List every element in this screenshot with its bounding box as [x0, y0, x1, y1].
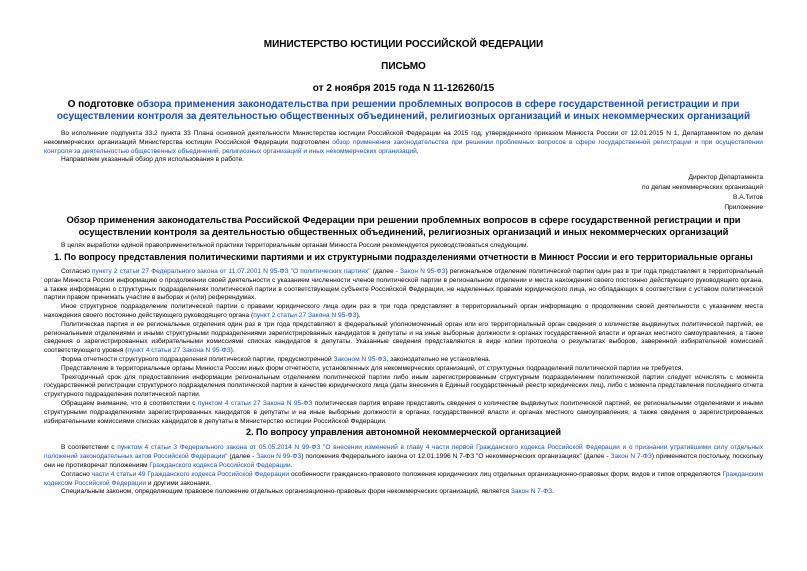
law95-short-link[interactable]: Закон N 95-ФЗ	[400, 267, 446, 275]
document-type: ПИСЬМО	[381, 61, 426, 72]
law95-link[interactable]: пункту 2 статьи 27 Федерального закона от 11.07.2001 N 95-ФЗ "О политических партиях"	[91, 267, 371, 275]
section1-paragraph-5: Представление в территориальные органы Минюста России иных форм отчетности, установленных для некоммерческих организаций, от структурных подразделений политической партии не требуется.	[61, 364, 684, 372]
section2-heading: 2. По вопросу управления автономной некоммерческой организацией	[245, 427, 562, 438]
review-intro: В целях выработки единой правоприменительной практики территориальным органам Минюста России рекомендуется руководствоваться следующим.	[61, 242, 529, 250]
law99-short-link[interactable]: Закон N 99-ФЗ	[256, 453, 302, 461]
section1-paragraph-3: Политическая партия и ее региональные отделения один раз в три года представляют в федеральный уполномоченный орган или его территориальный орган сведения о количестве выдвинутых политической партией, ее региональными отделениями и иными структурными подразделениями зарегистрированных кандидатов в депутаты и на иные выборные должности в органах государственной власти и органах местного самоуправления, а также сведения о зарегистрированных избирательными комиссиями списках кандидатов в депутаты. Указанные сведения представляются в виде копии протокола о результатах выборов, заверенной избирательной комиссией соответствующего уровня (пункт 4 статьи 27 Закона N 95-ФЗ).	[44, 320, 763, 355]
civil-code-art49-link[interactable]: части 4 статьи 49 Гражданского кодекса Российской Федерации	[91, 470, 290, 478]
appendix-label: Приложение	[724, 204, 763, 212]
signature-block	[44, 173, 763, 213]
section2-paragraph-3: Специальным законом, определяющим правовое положение отдельных организационно-правовых форм некоммерческих организаций, является Закон N 7-ФЗ.	[61, 488, 554, 496]
civil-code-link-2[interactable]: Гражданским кодексом Российской Федерации	[44, 470, 763, 487]
law95-art27-p4-link-2[interactable]: пунктом 4 статьи 27 Закона N 95-ФЗ	[197, 399, 313, 407]
civil-code-link[interactable]: Гражданского кодекса Российской Федерации	[149, 461, 291, 469]
law95-art27-p2-link[interactable]: пункт 2 статьи 27 Закона N 95-ФЗ	[253, 311, 357, 319]
section1-paragraph-4: Форма отчетности структурного подразделения политической партии, предусмотренной Законом N 95-ФЗ, законодательно не установлена.	[61, 355, 491, 363]
law99-link[interactable]: пунктом 4 статьи 3 Федерального закона от 05.05.2014 N 99-ФЗ "О внесении изменений в главу 4 части первой Гражданского кодекса Российской Федерации и о признании утратившими силу отдельных положений законодательных актов Российской Федерации"	[44, 444, 763, 461]
ministry-title: МИНИСТЕРСТВО ЮСТИЦИИ РОССИЙСКОЙ ФЕДЕРАЦИИ	[263, 39, 544, 50]
subject-link[interactable]: обзора применения законодательства при решении проблемных вопросов в сфере государственной регистрации и при осуществлении контроля за деятельностью общественных объединений, религиозных организаций и иных некоммерческих организаций	[56, 99, 751, 122]
document-subject: О подготовке обзора применения законодательства при решении проблемных вопросов в сфере государственной регистрации и при осуществлении контроля за деятельностью общественных объединений, религиозных организаций и иных некоммерческих организаций	[56, 99, 751, 122]
review-title: Обзор применения законодательства Российской Федерации при решении проблемных вопросов в сфере государственной регистрации и при осуществлении контроля за деятельностью общественных объединений, религиозных организаций и иных некоммерческих организаций	[66, 214, 741, 238]
law95-art27-p4-link[interactable]: пункт 4 статьи 27 Закона N 95-ФЗ	[127, 347, 231, 355]
law7-short-link[interactable]: Закон N 7-ФЗ	[610, 453, 652, 461]
document-date-number: от 2 ноября 2015 года N 11-126260/15	[312, 83, 495, 94]
section1-heading: 1. По вопросу представления политическими партиями и их структурными подразделениями отчетности в Минюст России и его территориальные органы	[54, 251, 753, 262]
intro-paragraph-2: Направляем указанный обзор для использования в работе.	[61, 156, 245, 164]
law7-link[interactable]: Закон N 7-ФЗ	[510, 488, 553, 496]
law95-link-2[interactable]: Законом N 95-ФЗ	[333, 355, 387, 363]
section1-paragraph-6: Трехгодичный срок для предоставления информации региональным отделением политической партии либо иным зарегистрированным структурным подразделением политической партии следует исчислять с момента государственной регистрации структурного подразделения политической партии в качестве юридического лица (даты внесения в Единый государственный реестр юридических лиц), либо с момента представления последнего отчета структурного подразделения политической партии.	[44, 373, 763, 399]
section1-paragraph-2: Иное структурное подразделение политической партии с правами юридического лица один раз в три года представляет в территориальный орган информацию о продолжении своей деятельности с указанием места нахождения своего постоянно действующего руководящего органа (пункт 2 статьи 27 Закона N 95-ФЗ).	[44, 303, 763, 319]
section2-paragraph-2: Согласно части 4 статьи 49 Гражданского кодекса Российской Федерации особенности гражданско-правового положения юридических лиц отдельных организационно-правовых форм, видов и типов определяются Гражданским кодексом Российской Федерации и другими законами.	[44, 470, 763, 487]
intro-paragraph: Во исполнение подпункта 33.2 пункта 33 Плана основной деятельности Министерства юстиции Российской Федерации на 2015 год, утвержденного приказом Минюста России от 12.01.2015 N 1, Департаментом по делам некоммерческих организаций Министерства юстиции Российской Федерации подготовлен обзор применения законодательства при решении проблемных вопросов в сфере государственной регистрации и при осуществлении контроля за деятельностью общественных объединений, религиозных организаций и иных некоммерческих организаций.	[44, 130, 763, 155]
section1-paragraph-1: Согласно пункту 2 статьи 27 Федерального закона от 11.07.2001 N 95-ФЗ "О политических партиях" (далее - Закон N 95-ФЗ) региональное отделение политической партии один раз в три года представляет в территориальный орган Минюста России информацию о продолжении своей деятельности с указанием численности членов политической партии в региональном отделении и места нахождения своего постоянно действующего руководящего органа, а также информацию о структурных подразделениях политической партии в соответствующем субъекте Российской Федерации, не наделенных правами юридического лица, но обладающих в соответствии с уставом политической партии правом принимать участие в выборах и (или) референдумах.	[44, 267, 763, 302]
signature-position: Директор Департамента	[688, 174, 763, 182]
signature-department: по делам некоммерческих организаций	[642, 184, 763, 192]
review-link[interactable]: обзор применения законодательства при решении проблемных вопросов в сфере государственной регистрации и при осуществлении контроля за деятельностью общественных объединений, религиозных организаций и иных некоммерческих организаций	[44, 138, 763, 155]
section1-paragraph-7: Обращаем внимание, что в соответствии с пунктом 4 статьи 27 Закона N 95-ФЗ политическая партия вправе представить сведения о количестве выдвинутых политической партией, ее региональными отделениями и иными структурными подразделениями зарегистрированных кандидатов в депутаты и на иные выборные должности в органах государственной власти и органах местного самоуправления, а также сведения о зарегистрированных избирательными комиссиями списках кандидатов в депутаты в Министерство юстиции Российской Федерации.	[44, 399, 763, 425]
signature-name: В.А.Титов	[733, 194, 763, 202]
section2-paragraph-1: В соответствии с пунктом 4 статьи 3 Федерального закона от 05.05.2014 N 99-ФЗ "О внесении изменений в главу 4 части первой Гражданского кодекса Российской Федерации и о признании утратившими силу отдельных положений законодательных актов Российской Федерации" (далее - Закон N 99-ФЗ) положения Федерального закона от 12.01.1996 N 7-ФЗ "О некоммерческих организациях" (далее - Закон N 7-ФЗ) применяются постольку, поскольку они не противоречат положениям Гражданского кодекса Российской Федерации.	[44, 444, 764, 469]
